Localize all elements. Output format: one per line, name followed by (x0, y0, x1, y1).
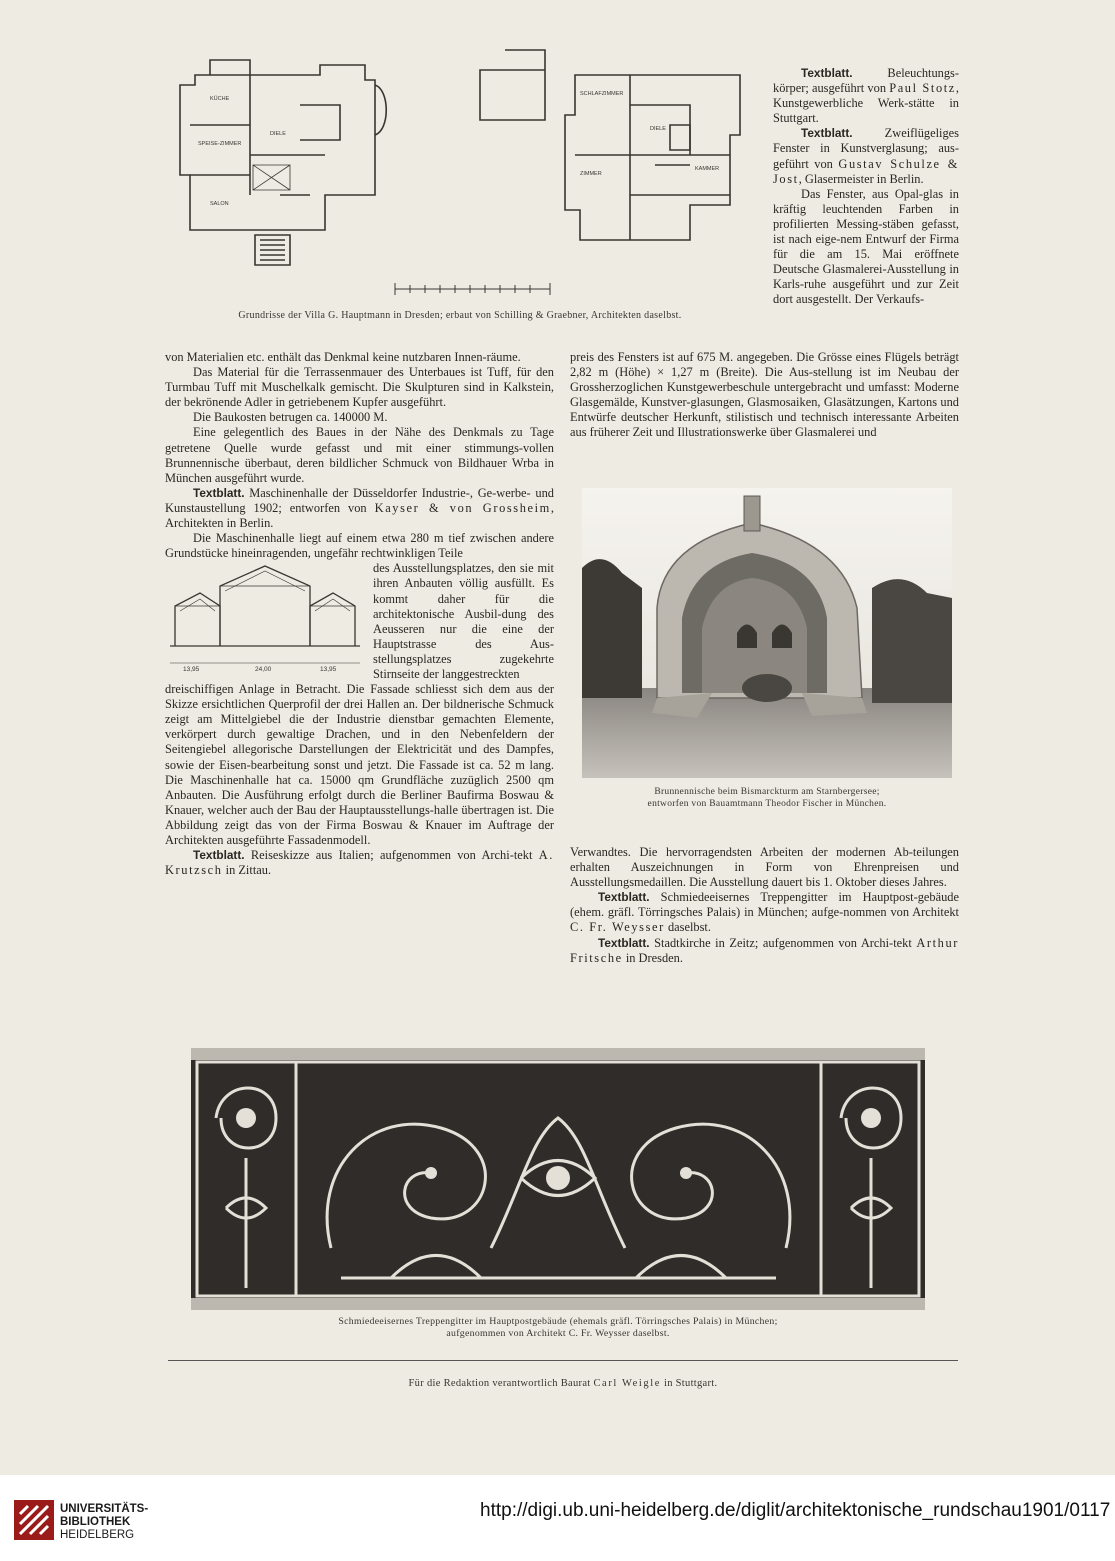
library-logo-icon (14, 1500, 54, 1540)
source-url-link[interactable]: http://digi.ub.uni-heidelberg.de/diglit/architektonische_rundschau1901/0117 (480, 1500, 1111, 1521)
left-column (165, 350, 554, 878)
paragraph (165, 848, 554, 878)
right-column-lower (570, 845, 959, 966)
plan-label: SALON (210, 201, 229, 207)
dim-label: 24,00 (255, 666, 272, 674)
library-name (60, 1503, 148, 1542)
text: , Glasermeister in Berlin. (798, 171, 924, 186)
paragraph: Eine gelegentlich des Baues in der Nähe des Denkmals zu Tage getretene Quelle wurde gefasst und mit einer stimmungs-vollen Brunnennische überbaut, deren bildlicher Schmuck von Bildhauer Wrba in München ausgeführt wurde. (165, 425, 554, 485)
library-line: UNIVERSITÄTS- (60, 1503, 149, 1515)
name: C. Fr. Weysser (570, 920, 665, 935)
paragraph: Die Baukosten betrugen ca. 140000 M. (193, 410, 388, 425)
plan-label: DIELE (650, 126, 666, 132)
paragraph: Die Maschinenhalle liegt auf einem etwa 280 m tief zwischen andere Grundstücke hineinragenden, ungefähr rechtwinkligen Teile (165, 531, 554, 561)
caption-line: Brunnennische beim Bismarckturm am Starnbergersee; (654, 787, 880, 797)
stair-railing-drawing (191, 1048, 925, 1310)
text: Zweiflügeliges Fenster in Kunstverglasung; aus-geführt von (773, 126, 959, 171)
caption-line: aufgenommen von Architekt C. Fr. Weysser daselbst. (446, 1328, 670, 1339)
stair-railing-photo (191, 1048, 925, 1310)
editor-note (168, 1378, 958, 1389)
text: daselbst. (664, 920, 711, 935)
library-line: HEIDELBERG (60, 1529, 135, 1541)
top-right-text (773, 66, 959, 308)
paragraph: Das Material für die Terrassenmauer des Unterbaues ist Tuff, für den Turmbau Tuff mit Muschelkalk gemischt. Die Skulpturen sind in Kalkstein, der bekrönende Adler in getriebenem Kupfer ausgeführt. (165, 365, 554, 410)
textblatt-label: Textblatt. (193, 848, 245, 863)
footer-rule (168, 1360, 958, 1361)
fountain-niche-photo (582, 488, 952, 778)
text: in Stuttgart. (661, 1378, 718, 1389)
textblatt-label: Textblatt. (801, 126, 853, 141)
paragraph (773, 126, 959, 186)
textblatt-label: Textblatt. (598, 935, 650, 950)
text: Stadtkirche in Zeitz; aufgenommen von Archi-tekt (649, 935, 917, 950)
text: Maschinenhalle der Düsseldorfer Industrie-, Ge-werbe- und Kunstaustellung 1902; entworfen von (165, 485, 554, 515)
plan-label: SPEISE-ZIMMER (198, 141, 242, 147)
fountain-niche-drawing (582, 488, 952, 778)
floor-plans-caption: Grundrisse der Villa G. Hauptmann in Dresden; erbaut von Schilling & Graebner, Architekten daselbst. (238, 310, 682, 321)
name: Gustav Schulze & Jost (773, 156, 960, 186)
text: , Kunstgewerbliche Werk-stätte in Stuttgart. (773, 81, 959, 126)
paragraph (570, 936, 959, 966)
paragraph: von Materialien etc. enthält das Denkmal keine nutzbaren Innen-räume. (165, 350, 521, 364)
paragraph (570, 890, 959, 935)
caption-line: Schmiedeeisernes Treppengitter im Hauptpostgebäude (ehemals gräfl. Törringsches Palais) in München; (338, 1316, 778, 1327)
textblatt-label: Textblatt. (598, 890, 650, 905)
paragraph: preis des Fensters ist auf 675 M. angegeben. Die Grösse eines Flügels beträgt 2,82 m (Höhe) × 1,27 m (Breite). Die Aus-stellung ist im Neubau der Grossherzoglichen Kunstgewerbeschule untergebracht und umfasst: Moderne Glasgemälde, Kunstver-glasungen, Glasmosaiken, Glasätzungen, Kartons und Entwürfe deutscher Herkunft, stilistisch und technisch interessante Arbeiten aus früherer Zeit und Illustrationswerke über Glasmalerei und (570, 350, 959, 440)
railing-caption (191, 1316, 925, 1340)
text: in Dresden. (622, 950, 683, 965)
plan-label: SCHLAFZIMMER (580, 91, 624, 97)
text: Reiseskizze aus Italien; aufgenommen von Archi-tekt (244, 848, 539, 863)
plan-label: KÜCHE (210, 96, 230, 102)
text: Für die Redaktion verantwortlich Baurat (408, 1378, 594, 1389)
paragraph: des Ausstellungsplatzes, den sie mit ihren Anbauten völlig ausfüllt. Es kommt daher für die architektonische Ausbil-dung des Aeusseren nur die eine der Hauptstrasse des Aus-stellungsplatzes zugekehrte Stirnseite der langgestreckten (373, 561, 554, 681)
text: Beleuchtungs-körper; ausgeführt von (773, 66, 959, 96)
dim-label: 13,95 (320, 666, 337, 674)
floor-plans-figure (150, 45, 770, 305)
name: A. Krutzsch (165, 848, 554, 878)
plan-label: DIELE (270, 131, 286, 137)
plan-label: KAMMER (695, 166, 720, 172)
text: in Zittau. (222, 863, 272, 878)
paragraph (773, 66, 959, 126)
right-column-upper (570, 350, 959, 441)
library-line: BIBLIOTHEK (60, 1516, 131, 1528)
text: , Architekten in Berlin. (165, 500, 554, 531)
name: Paul Stotz (889, 81, 956, 96)
textblatt-label: Textblatt. (801, 66, 853, 80)
section-sketch (165, 561, 365, 681)
plan-label: ZIMMER (580, 171, 602, 177)
floor-plans-drawing (150, 45, 770, 305)
paragraph: dreischiffigen Anlage in Betracht. Die Fassade schliesst sich dem aus der Skizze ersichtlichen Querprofil der drei Hallen an. Der bildnerische Schmuck zeigt am Mittelgiebel die der Industrie dienstbar gemachten Elemente, verkörpert durch gewaltige Drachen, und in den Nebenfeldern der Seitengiebel allegorische Darstellungen der Elektricität und des Dampfes, sowie der Eisen-bearbeitung sonst und jetzt. Die Fassade ist ca. 52 m lang. Die Maschinenhalle hat ca. 15000 qm Grundfläche zuzüglich 2500 qm Anbauten. Die Ausführung erfolgt durch die Berliner Baufirma Boswau & Knauer, welcher auch der Bau der Hauptausstellungs-halle übertragen ist. Die Abbildung zeigt das von der Firma Boswau & Knauer im Auftrage der Architekten ausgeführte Fassadenmodell. (165, 682, 554, 847)
text: Schmiedeeisernes Treppengitter im Hauptpost-gebäude (ehem. gräfl. Törringsches Palais) in München; aufge-nommen von Architekt (570, 890, 959, 920)
hall-section-drawing (165, 561, 365, 681)
paragraph: Verwandtes. Die hervorragendsten Arbeiten der modernen Ab-teilungen erhalten Auszeichnungen in Form von Ehrenpreisen und Ausstellungsmedaillen. Die Ausstellung dauert bis 1. Oktober dieses Jahres. (570, 845, 959, 890)
paragraph (165, 486, 554, 531)
name: Kayser & von Grossheim (374, 500, 551, 515)
name: Arthur Fritsche (570, 935, 959, 965)
caption-line: entworfen von Bauamtmann Theodor Fischer in München. (647, 799, 887, 809)
dim-label: 13,95 (183, 666, 200, 674)
textblatt-label: Textblatt. (193, 485, 245, 500)
name: Carl Weigle (593, 1378, 662, 1389)
paragraph: Das Fenster, aus Opal-glas in kräftig leuchtenden Farben in profilierten Messing-stäben gefasst, ist nach eige-nem Entwurf der Firma für die am 15. Mai eröffnete Deutsche Glasmalerei-Ausstellung in Karls-ruhe ausgeführt und zur Zeit dort ausgestellt. Der Verkaufs- (773, 186, 959, 307)
fountain-caption (582, 786, 952, 810)
